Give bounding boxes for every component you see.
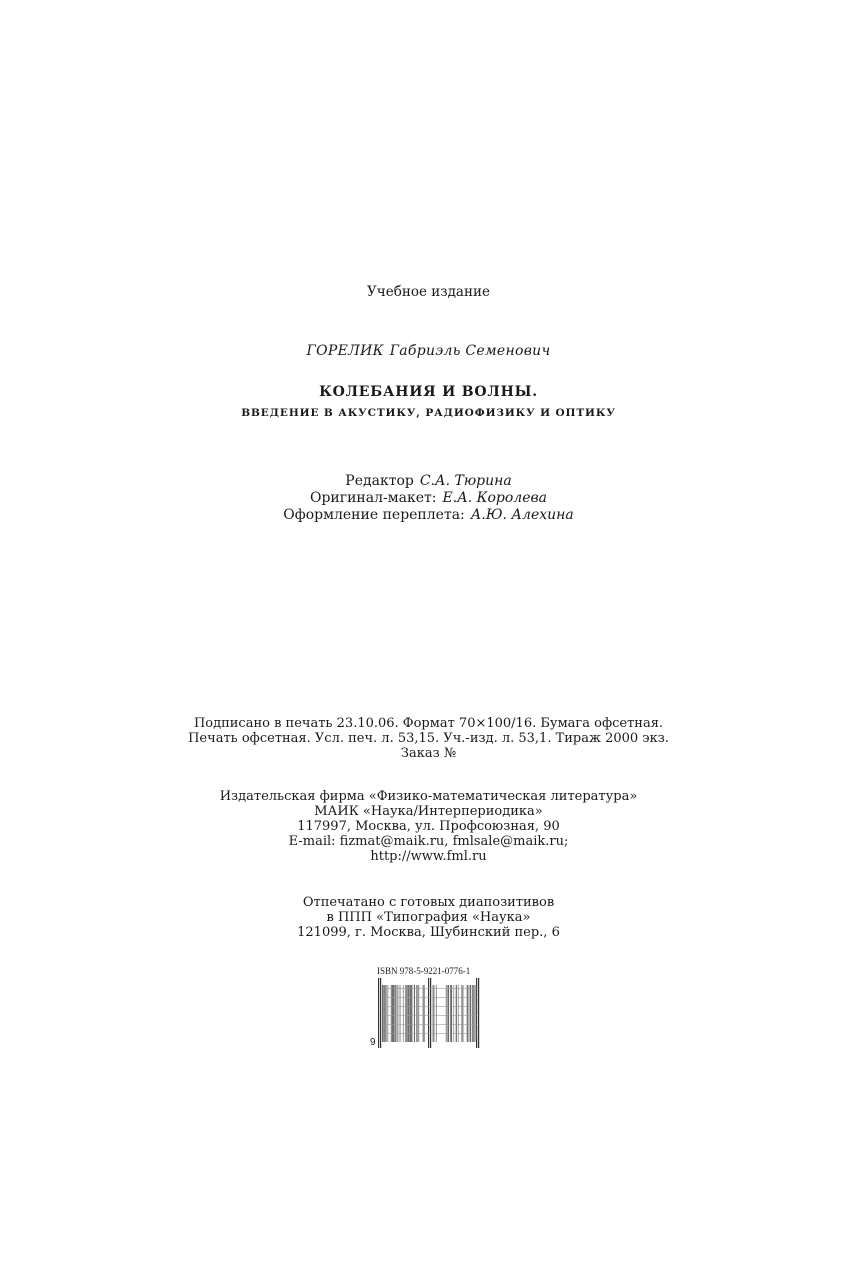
imprint-line: Печать офсетная. Усл. печ. л. 53,15. Уч.-изд. л. 53,1. Тираж 2000 экз. bbox=[188, 731, 669, 746]
barcode-scanline bbox=[381, 988, 477, 989]
edition-type: Учебное издание bbox=[367, 284, 490, 300]
barcode-guard-bar bbox=[478, 978, 479, 1048]
credit-role: Оформление переплета: bbox=[283, 507, 465, 523]
printer-address: 121099, г. Москва, Шубинский пер., 6 bbox=[297, 925, 560, 940]
barcode-scanline bbox=[381, 997, 477, 998]
author-given-names: Габриэль Семенович bbox=[389, 343, 551, 359]
credit-layout bbox=[0, 490, 857, 507]
isbn-barcode bbox=[370, 966, 485, 1050]
credit-role: Оригинал-макет: bbox=[309, 490, 437, 506]
credit-person: С.А. Тюрина bbox=[419, 473, 512, 489]
author-surname: ГОРЕЛИК bbox=[306, 343, 384, 359]
book-title: КОЛЕБАНИЯ И ВОЛНЫ. bbox=[319, 384, 538, 400]
barcode-guard-bar bbox=[378, 978, 379, 1048]
publisher-line: МАИК «Наука/Интерпериодика» bbox=[314, 804, 543, 819]
barcode-first-digit: 9 bbox=[370, 1037, 376, 1048]
imprint-line: Заказ № bbox=[400, 746, 457, 761]
credit-editor bbox=[0, 473, 857, 490]
book-subtitle: ВВЕДЕНИЕ В АКУСТИКУ, РАДИОФИЗИКУ И ОПТИКУ bbox=[241, 407, 616, 419]
credit-cover-design bbox=[0, 507, 857, 524]
barcode-image bbox=[370, 978, 485, 1048]
publisher-website: http://www.fml.ru bbox=[370, 849, 487, 864]
imprint-line: Подписано в печать 23.10.06. Формат 70×100/16. Бумага офсетная. bbox=[193, 716, 664, 731]
credit-person: А.Ю. Алехина bbox=[470, 507, 574, 523]
credit-person: Е.А. Королева bbox=[442, 490, 547, 506]
barcode-scanline bbox=[381, 1015, 477, 1016]
barcode-scanline bbox=[381, 1024, 477, 1025]
printer-line: Отпечатано с готовых диапозитивов bbox=[302, 895, 555, 910]
isbn-label: ISBN 978-5-9221-0776-1 bbox=[377, 966, 471, 976]
author-name bbox=[0, 343, 857, 360]
publisher-email: E-mail: fizmat@maik.ru, fmlsale@maik.ru; bbox=[288, 834, 569, 849]
printer-line: в ППП «Типография «Наука» bbox=[326, 910, 531, 925]
credit-role: Редактор bbox=[345, 473, 414, 489]
barcode-scanline bbox=[381, 1006, 477, 1007]
publisher-address: 117997, Москва, ул. Профсоюзная, 90 bbox=[297, 819, 560, 834]
barcode-scanline bbox=[381, 1033, 477, 1034]
publisher-line: Издательская фирма «Физико-математическая литература» bbox=[219, 789, 638, 804]
